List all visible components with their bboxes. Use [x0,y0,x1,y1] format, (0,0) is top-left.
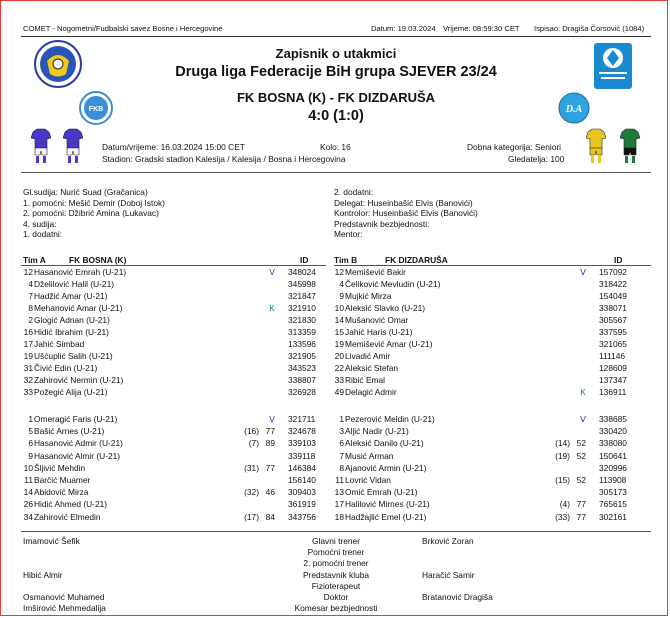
player-id: 330420 [599,426,627,437]
player-number: 4 [28,279,33,289]
player-sub-position: (17) [244,511,259,522]
player-id: 113908 [599,475,627,485]
player-id: 111146 [599,351,626,361]
player-name: Mujkić Mirza [345,291,392,301]
report-title: Zapisnik o utakmici [275,46,397,61]
player-name: Aleksić Danilo (U-21) [345,438,424,449]
player-id: 339103 [288,438,316,449]
team-a-name: FK BOSNA (K) [69,255,127,265]
player-row [334,350,634,362]
player-number: 9 [28,450,33,461]
player-name: Mušanović Omar [345,315,409,325]
player-sub-minute: 77 [576,499,586,510]
player-id: 320996 [599,462,627,473]
player-name: Jahić Haris (U-21) [345,327,413,337]
player-sub-minute: 84 [265,511,275,522]
match-round: Kolo: 16 [320,142,351,152]
official-line: Predstavnik bezbjednosti: [334,218,430,229]
player-id: 321830 [288,315,316,325]
player-id: 343523 [288,363,316,373]
player-number: 16 [23,327,33,337]
player-number: 7 [28,291,33,301]
player-role-mark: V [580,267,586,277]
player-number: 6 [339,438,344,449]
player-row [23,474,323,486]
team-a-kit-icon [31,128,51,164]
player-name: Hidić Ahmed (U-21) [34,499,108,510]
player-number: 22 [334,363,344,373]
player-number: 49 [334,387,344,397]
player-name: Hasanović Admir (U-21) [34,438,123,449]
staff-name: Osmanović Muhamed [23,592,105,602]
staff-role: 2. pomoćni trener [303,558,369,569]
team-b-kit-icon [586,128,606,164]
player-name: Memišević Amar (U-21) [345,339,433,349]
player-id: 765615 [599,499,627,510]
player-name: Zahirović Nermin (U-21) [34,375,124,385]
player-sub-minute: 52 [576,450,586,461]
player-id: 343756 [288,511,316,522]
player-sub-position: (16) [244,426,259,437]
match-stadium: Stadion: Gradski stadion Kalesija / Kalesija / Bosna i Hercegovina [102,154,346,164]
player-row [334,486,634,498]
staff-role: Fizioterapeut [311,580,361,591]
staff-role: Komesar bezbjednosti [294,603,378,614]
official-line: 1. dodatni: [23,229,63,240]
team-a-label: Tim A [23,255,46,265]
player-id: 309403 [288,487,316,498]
player-sub-position: (33) [555,511,570,522]
official-line: 4. sudija: [23,218,57,229]
player-row [23,462,323,474]
player-sub-position: (15) [555,475,570,485]
player-row [334,326,634,338]
player-row [23,511,323,523]
player-name: Požegić Alija (U-21) [34,387,108,397]
player-id: 154049 [599,291,627,301]
player-row [334,302,634,314]
player-id: 337595 [599,327,627,337]
player-number: 14 [23,487,33,498]
player-id: 305567 [599,315,627,325]
player-role-mark: K [580,387,586,397]
player-row [23,326,323,338]
player-number: 33 [23,387,33,397]
player-number: 19 [23,351,33,361]
player-role-mark: V [580,414,586,424]
player-row [334,498,634,510]
player-sub-minute: 77 [265,462,275,473]
age-category: Dobna kategorija: Seniori [467,142,562,152]
team-b-id-header: ID [614,255,623,265]
player-name: Halilović Mirnes (U-21) [345,499,430,510]
player-id: 157092 [599,267,627,277]
player-id: 361919 [288,499,316,510]
player-id: 146384 [288,462,316,473]
player-row [334,474,634,486]
player-number: 8 [28,303,33,313]
player-sub-minute: 77 [265,426,275,437]
player-row [23,386,323,398]
player-name: Barčić Muamer [34,475,91,485]
staff-right [422,536,572,616]
player-name: Memišević Bakir [345,267,406,277]
player-name: Lovrić Vidan [345,475,391,485]
player-name: Ribić Emal [345,375,386,385]
player-sub-position: (32) [244,487,259,498]
player-number: 12 [23,267,33,277]
player-id: 338071 [599,303,627,313]
staff-name: Imamović Šefik [23,536,80,546]
staff-left [23,536,173,616]
staff-role: Doktor [323,592,349,603]
player-name: Musić Arman [345,450,394,461]
player-role-mark: V [269,267,275,277]
player-number: 1 [339,414,344,424]
player-id: 321065 [599,339,627,349]
player-row [23,302,323,314]
player-role-mark: K [269,303,275,313]
player-name: Livadić Amir [345,351,391,361]
staff-role: Glavni trener [312,536,360,546]
player-row [23,338,323,350]
spectators: Gledatelja: 100 [508,154,565,164]
player-row [23,350,323,362]
player-sub-minute: 46 [265,487,275,498]
player-id: 321711 [288,414,316,424]
player-row [23,362,323,374]
officials-left [23,187,165,240]
player-id: 324678 [288,426,316,437]
lineup-divider [21,531,651,532]
player-row [334,338,634,350]
player-id: 318422 [599,279,627,289]
player-name: Šljivić Mehdin [34,462,86,473]
team-b-label: Tim B [334,255,358,265]
player-id: 305173 [599,487,627,498]
player-number: 20 [334,351,344,361]
player-sub-minute: 52 [576,475,586,485]
player-number: 3 [339,426,344,437]
player-row [334,374,634,386]
player-id: 321905 [288,351,316,361]
player-sub-position: (14) [555,438,570,449]
player-name: Jahić Simbad [34,339,85,349]
print-date: Datum: 19.03.2024 [371,24,436,33]
player-id: 128609 [599,363,627,373]
player-number: 17 [23,339,33,349]
staff-role: Pomoćni trener [307,547,365,558]
player-number: 19 [334,339,344,349]
player-number: 17 [334,499,344,510]
official-line: Gl.sudija: Nurić Suad (Gračanica) [23,187,148,197]
player-number: 11 [24,475,33,485]
match-score: 4:0 (1:0) [308,108,364,124]
player-id: 321847 [288,291,316,301]
player-name: Čeliković Mevludin (U-21) [345,279,441,289]
svg-text:FKB: FKB [88,106,104,113]
player-number: 7 [339,450,344,461]
player-sub-minute: 77 [576,511,586,522]
match-datetime: Datum/vrijeme: 16.03.2024 15:00 CET [102,142,245,152]
player-number: 13 [334,487,344,498]
staff-role: Predstavnik kluba [302,569,370,580]
player-id: 321910 [288,303,316,313]
player-number: 9 [339,291,344,301]
official-line: Mentor: [334,229,363,240]
player-name: Hasanović Emrah (U-21) [34,267,127,277]
player-id: 136911 [599,387,627,397]
player-sub-position: (7) [248,438,259,449]
player-name: Bašić Arnes (U-21) [34,426,105,437]
team-b-name: FK DIZDARUŠA [385,255,448,265]
player-id: 338807 [288,375,316,385]
official-line: 2. pomoćni: Džibrić Amina (Lukavac) [23,208,159,219]
team-a-id-header: ID [300,255,309,265]
player-name: Delagić Admir [345,387,397,397]
player-id: 150641 [599,450,627,461]
player-sub-position: (4) [559,499,570,510]
player-row [334,362,634,374]
player-row [23,450,323,462]
player-number: 11 [335,475,344,485]
player-name: Omić Emrah (U-21) [345,487,418,498]
official-line: Delegat: Huseinbašić Elvis (Banovići) [334,197,473,208]
player-name: Aleksić Slavko (U-21) [345,303,426,313]
player-row [334,386,634,398]
player-name: Čivić Edin (U-21) [34,363,98,373]
player-row [334,266,634,278]
player-id: 133596 [288,339,316,349]
player-row [334,413,634,425]
player-number: 6 [28,438,33,449]
staff-name: Haračić Samir [422,570,475,580]
player-name: Hadžić Amar (U-21) [34,291,108,301]
official-line: 2. dodatni: [334,187,374,197]
player-number: 10 [23,462,33,473]
player-row [23,374,323,386]
player-number: 26 [23,499,33,510]
official-line: Kontrolor: Huseinbašić Elvis (Banovići) [334,208,478,219]
player-number: 4 [339,279,344,289]
player-id: 345998 [288,279,316,289]
player-row [23,425,323,437]
player-row [23,498,323,510]
player-row [334,450,634,462]
player-number: 8 [339,462,344,473]
player-row [334,425,634,437]
player-name: Hidić Ibrahim (U-21) [34,327,109,337]
player-row [23,413,323,425]
team-b-alt-kit-icon [620,128,640,164]
header-divider [21,36,651,37]
staff-roles [266,536,406,614]
player-row [23,437,323,449]
player-id: 302161 [599,511,627,522]
player-number: 2 [28,315,33,325]
player-row [334,290,634,302]
player-row [23,314,323,326]
printed-by: Ispisao: Dragiša Čorsović (1084) [534,24,645,33]
player-role-mark: V [269,414,275,424]
player-row [23,266,323,278]
player-id: 348024 [288,267,316,277]
player-name: Ušćuplić Salih (U-21) [34,351,113,361]
org-name: COMET - Nogometni/Fudbalski savez Bosne i Hercegovine [23,24,223,33]
player-id: 338080 [599,438,627,449]
player-name: Zahirović Elmedin [34,511,101,522]
staff-name: Brković Zoran [422,536,474,546]
player-name: Pezerović Meldin (U-21) [345,414,435,424]
player-row [334,511,634,523]
player-name: Dželilović Halil (U-21) [34,279,115,289]
staff-name: Bratanović Dragiša [422,592,493,602]
player-id: 339118 [288,450,316,461]
player-name: Hasanović Almir (U-21) [34,450,121,461]
player-row [23,290,323,302]
player-number: 32 [23,375,33,385]
match-teams: FK BOSNA (K) - FK DIZDARUŠA [236,90,436,105]
info-divider [21,172,651,173]
player-number: 34 [23,511,33,522]
official-line: 1. pomoćni: Mešić Demir (Doboj Istok) [23,197,165,208]
player-sub-minute: 52 [576,438,586,449]
player-id: 156140 [288,475,316,485]
player-sub-position: (31) [244,462,259,473]
player-row [334,278,634,290]
player-number: 33 [334,375,344,385]
svg-text:D.A: D.A [565,104,583,115]
player-number: 31 [23,363,33,373]
player-name: Abidović Mirza [34,487,89,498]
staff-name: Imširović Mehmedalija [23,603,106,613]
player-number: 15 [334,327,344,337]
player-id: 326928 [288,387,316,397]
player-id: 137347 [599,375,627,385]
staff-name: Hibić Almir [23,570,63,580]
player-number: 10 [334,303,344,313]
player-name: Omeragić Faris (U-21) [34,414,118,424]
player-name: Aleksić Stefan [345,363,399,373]
player-number: 5 [28,426,33,437]
team-a-alt-kit-icon [63,128,83,164]
player-name: Hadžajlić Emel (U-21) [345,511,427,522]
player-id: 313359 [288,327,316,337]
player-row [334,314,634,326]
print-time: Vrijeme: 08:59:30 CET [443,24,520,33]
player-id: 338685 [599,414,627,424]
player-number: 18 [334,511,344,522]
player-row [23,486,323,498]
player-number: 1 [28,414,33,424]
player-name: Aljić Nadir (U-21) [345,426,409,437]
player-sub-position: (19) [555,450,570,461]
officials-right [334,187,478,240]
player-name: Mehanović Amar (U-21) [34,303,123,313]
player-row [334,462,634,474]
player-number: 14 [334,315,344,325]
player-name: Glogić Adnan (U-21) [34,315,110,325]
competition-name: Druga liga Federacije BiH grupa SJEVER 23/24 [175,64,497,80]
player-name: Ajanović Armin (U-21) [345,462,427,473]
player-number: 12 [334,267,344,277]
player-row [23,278,323,290]
player-row [334,437,634,449]
player-sub-minute: 89 [265,438,275,449]
